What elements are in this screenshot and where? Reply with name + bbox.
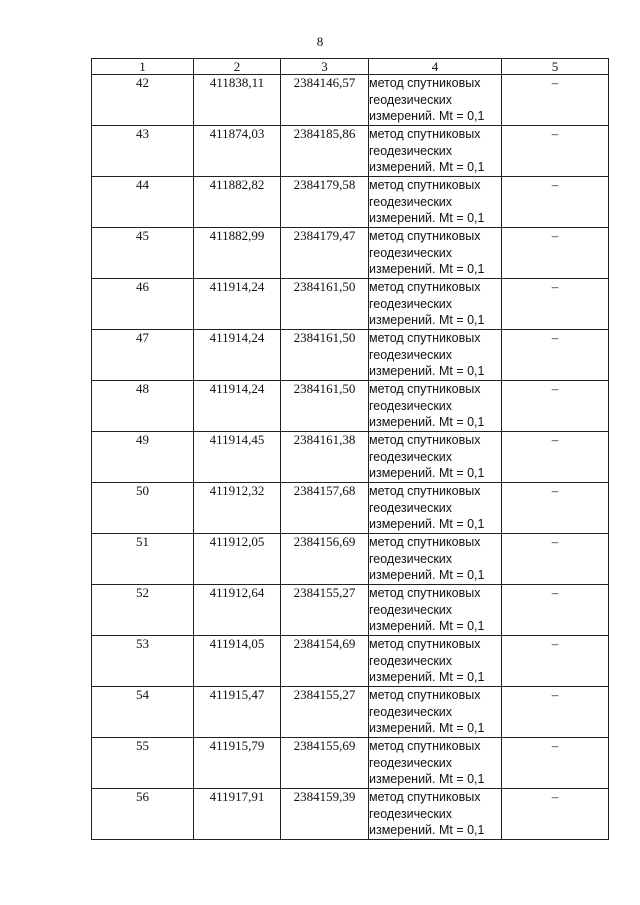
method-cell: метод спутниковых геодезических измерений. Mt = 0,1 [369, 738, 502, 789]
x-coordinate-cell: 411882,99 [194, 228, 281, 279]
note-cell: – [502, 228, 609, 279]
table-row [92, 687, 609, 738]
method-cell: метод спутниковых геодезических измерений. Mt = 0,1 [369, 177, 502, 228]
y-coordinate-cell: 2384161,50 [281, 279, 369, 330]
x-coordinate-cell: 411838,11 [194, 75, 281, 126]
method-cell: метод спутниковых геодезических измерений. Mt = 0,1 [369, 279, 502, 330]
point-number-cell: 46 [92, 279, 194, 330]
method-cell: метод спутниковых геодезических измерений. Mt = 0,1 [369, 534, 502, 585]
point-number-cell: 44 [92, 177, 194, 228]
method-cell: метод спутниковых геодезических измерений. Mt = 0,1 [369, 330, 502, 381]
y-coordinate-cell: 2384161,50 [281, 381, 369, 432]
method-cell: метод спутниковых геодезических измерений. Mt = 0,1 [369, 483, 502, 534]
point-number-cell: 53 [92, 636, 194, 687]
header-col-2: 2 [194, 59, 281, 75]
method-cell: метод спутниковых геодезических измерений. Mt = 0,1 [369, 75, 502, 126]
note-cell: – [502, 432, 609, 483]
x-coordinate-cell: 411914,24 [194, 381, 281, 432]
method-cell: метод спутниковых геодезических измерений. Mt = 0,1 [369, 789, 502, 840]
method-cell: метод спутниковых геодезических измерений. Mt = 0,1 [369, 228, 502, 279]
table-row [92, 636, 609, 687]
x-coordinate-cell: 411912,05 [194, 534, 281, 585]
header-col-4: 4 [369, 59, 502, 75]
y-coordinate-cell: 2384179,58 [281, 177, 369, 228]
coordinates-table [91, 58, 609, 840]
note-cell: – [502, 75, 609, 126]
x-coordinate-cell: 411917,91 [194, 789, 281, 840]
point-number-cell: 45 [92, 228, 194, 279]
note-cell: – [502, 585, 609, 636]
x-coordinate-cell: 411914,24 [194, 330, 281, 381]
y-coordinate-cell: 2384154,69 [281, 636, 369, 687]
point-number-cell: 42 [92, 75, 194, 126]
table-row [92, 789, 609, 840]
table-row [92, 738, 609, 789]
method-cell: метод спутниковых геодезических измерений. Mt = 0,1 [369, 126, 502, 177]
table-row [92, 534, 609, 585]
table-header [92, 59, 609, 75]
point-number-cell: 43 [92, 126, 194, 177]
y-coordinate-cell: 2384155,69 [281, 738, 369, 789]
y-coordinate-cell: 2384185,86 [281, 126, 369, 177]
point-number-cell: 49 [92, 432, 194, 483]
note-cell: – [502, 738, 609, 789]
x-coordinate-cell: 411914,24 [194, 279, 281, 330]
point-number-cell: 47 [92, 330, 194, 381]
table-body [92, 75, 609, 840]
note-cell: – [502, 177, 609, 228]
point-number-cell: 51 [92, 534, 194, 585]
note-cell: – [502, 636, 609, 687]
point-number-cell: 55 [92, 738, 194, 789]
point-number-cell: 56 [92, 789, 194, 840]
y-coordinate-cell: 2384161,50 [281, 330, 369, 381]
note-cell: – [502, 126, 609, 177]
point-number-cell: 54 [92, 687, 194, 738]
table-row [92, 126, 609, 177]
point-number-cell: 50 [92, 483, 194, 534]
x-coordinate-cell: 411912,64 [194, 585, 281, 636]
y-coordinate-cell: 2384157,68 [281, 483, 369, 534]
table-row [92, 279, 609, 330]
header-col-5: 5 [502, 59, 609, 75]
method-cell: метод спутниковых геодезических измерений. Mt = 0,1 [369, 432, 502, 483]
point-number-cell: 52 [92, 585, 194, 636]
point-number-cell: 48 [92, 381, 194, 432]
x-coordinate-cell: 411915,79 [194, 738, 281, 789]
note-cell: – [502, 483, 609, 534]
note-cell: – [502, 381, 609, 432]
table-row [92, 483, 609, 534]
y-coordinate-cell: 2384155,27 [281, 687, 369, 738]
note-cell: – [502, 534, 609, 585]
x-coordinate-cell: 411882,82 [194, 177, 281, 228]
y-coordinate-cell: 2384159,39 [281, 789, 369, 840]
method-cell: метод спутниковых геодезических измерений. Mt = 0,1 [369, 585, 502, 636]
note-cell: – [502, 687, 609, 738]
y-coordinate-cell: 2384155,27 [281, 585, 369, 636]
x-coordinate-cell: 411915,47 [194, 687, 281, 738]
page-number: 8 [316, 34, 324, 49]
table-row [92, 381, 609, 432]
x-coordinate-cell: 411914,05 [194, 636, 281, 687]
note-cell: – [502, 279, 609, 330]
method-cell: метод спутниковых геодезических измерений. Mt = 0,1 [369, 381, 502, 432]
table-row [92, 177, 609, 228]
note-cell: – [502, 330, 609, 381]
y-coordinate-cell: 2384179,47 [281, 228, 369, 279]
method-cell: метод спутниковых геодезических измерений. Mt = 0,1 [369, 636, 502, 687]
x-coordinate-cell: 411912,32 [194, 483, 281, 534]
table-row [92, 585, 609, 636]
y-coordinate-cell: 2384156,69 [281, 534, 369, 585]
x-coordinate-cell: 411874,03 [194, 126, 281, 177]
method-cell: метод спутниковых геодезических измерений. Mt = 0,1 [369, 687, 502, 738]
y-coordinate-cell: 2384146,57 [281, 75, 369, 126]
table-row [92, 228, 609, 279]
header-row [92, 59, 609, 75]
table-row [92, 75, 609, 126]
note-cell: – [502, 789, 609, 840]
table-row [92, 330, 609, 381]
y-coordinate-cell: 2384161,38 [281, 432, 369, 483]
header-col-3: 3 [281, 59, 369, 75]
table-row [92, 432, 609, 483]
header-col-1: 1 [92, 59, 194, 75]
x-coordinate-cell: 411914,45 [194, 432, 281, 483]
